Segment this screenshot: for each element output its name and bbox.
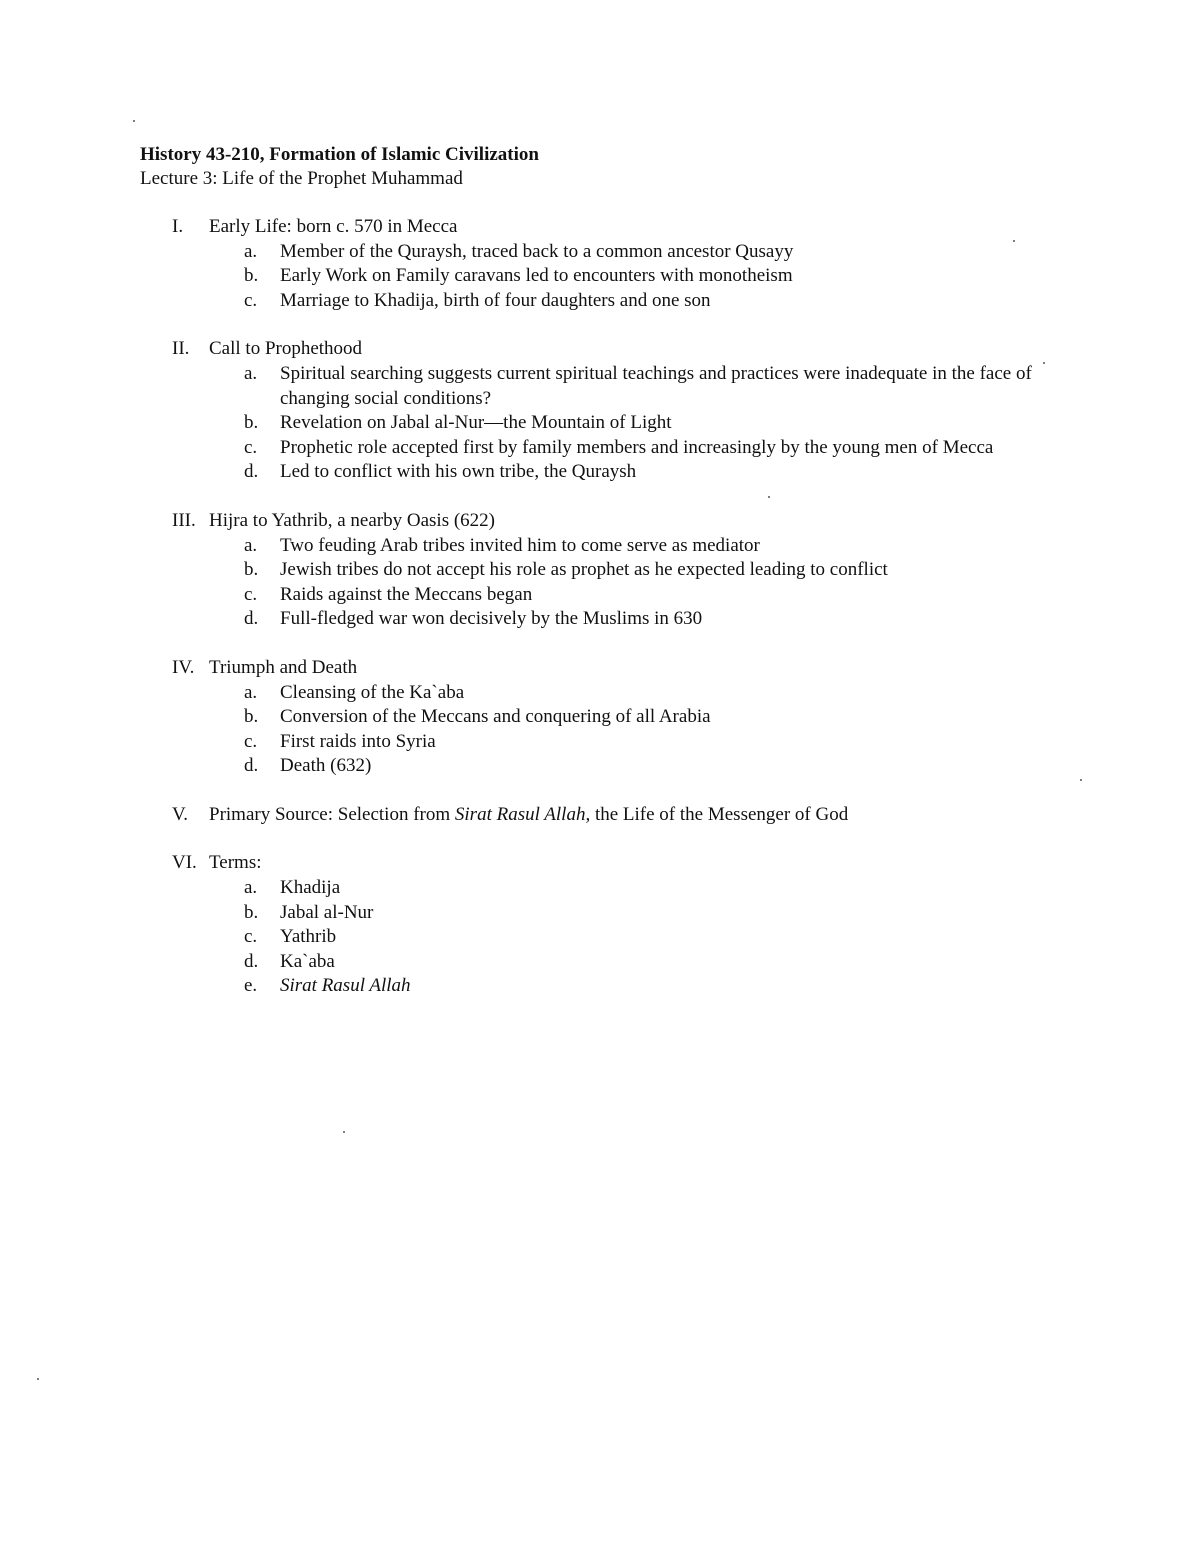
outline-section-4 <box>172 656 1072 779</box>
item-text: Prophetic role accepted first by family members and increasingly by the young men of Mecca <box>280 436 994 458</box>
list-item <box>172 240 1072 265</box>
list-item <box>172 974 1072 999</box>
list-item <box>172 950 1072 975</box>
list-item <box>172 436 1072 461</box>
lecture-title: Lecture 3: Life of the Prophet Muhammad <box>140 168 463 189</box>
scan-speck <box>343 1131 345 1133</box>
item-text: Jewish tribes do not accept his role as prophet as he expected leading to conflict <box>280 559 888 581</box>
item-letter: a. <box>244 534 258 556</box>
section-numeral: V. <box>172 803 189 825</box>
item-letter: a. <box>244 240 258 262</box>
heading-prefix: Primary Source: Selection from <box>209 803 455 825</box>
item-letter: e. <box>244 975 258 997</box>
section-items <box>172 876 1072 999</box>
item-text: Marriage to Khadija, birth of four daughters and one son <box>280 289 711 311</box>
section-heading-text <box>209 803 848 828</box>
section-items <box>172 681 1072 779</box>
section-heading <box>172 337 1072 362</box>
section-heading <box>172 851 1072 876</box>
item-text: Cleansing of the Ka`aba <box>280 681 465 703</box>
outline-section-3 <box>172 509 1072 632</box>
item-text: First raids into Syria <box>280 730 436 752</box>
source-title: Sirat Rasul Allah, <box>454 803 591 825</box>
list-item <box>172 534 1072 559</box>
section-numeral: IV. <box>172 656 195 678</box>
section-items <box>172 240 1072 314</box>
section-heading-text: Hijra to Yathrib, a nearby Oasis (622) <box>209 509 496 531</box>
outline-section-2 <box>172 337 1072 485</box>
section-numeral: I. <box>172 216 184 237</box>
item-letter: a. <box>244 877 258 899</box>
item-text: Conversion of the Meccans and conquering of all Arabia <box>280 706 711 728</box>
item-letter: c. <box>244 436 258 458</box>
list-item <box>172 607 1072 632</box>
section-heading-text: Early Life: born c. 570 in Mecca <box>209 216 458 237</box>
list-item <box>172 754 1072 779</box>
section-heading <box>172 509 1072 534</box>
item-letter: b. <box>244 559 259 581</box>
item-letter: c. <box>244 583 258 605</box>
outline-section-5 <box>172 803 1072 828</box>
list-item <box>172 681 1072 706</box>
section-numeral: VI. <box>172 852 197 874</box>
item-text: Khadija <box>280 877 341 899</box>
item-text: Death (632) <box>280 755 372 777</box>
item-text: Jabal al-Nur <box>280 901 374 923</box>
item-letter: a. <box>244 362 258 384</box>
list-item <box>172 264 1072 289</box>
section-heading <box>172 656 1072 681</box>
item-text: Full-fledged war won decisively by the Muslims in 630 <box>280 608 703 630</box>
item-text: Sirat Rasul Allah <box>280 975 411 997</box>
item-text: Led to conflict with his own tribe, the Quraysh <box>280 461 637 483</box>
section-heading-text: Terms: <box>209 852 262 874</box>
item-letter: c. <box>244 730 258 752</box>
section-heading <box>172 215 1072 240</box>
item-text: Raids against the Meccans began <box>280 583 533 605</box>
list-item <box>172 583 1072 608</box>
section-heading-text: Call to Prophethood <box>209 338 363 360</box>
scan-speck <box>133 120 135 122</box>
item-letter: b. <box>244 901 259 923</box>
item-text: Two feuding Arab tribes invited him to come serve as mediator <box>280 534 760 556</box>
item-text: Revelation on Jabal al-Nur—the Mountain of Light <box>280 412 672 434</box>
list-item <box>172 460 1072 485</box>
list-item <box>172 362 1072 411</box>
list-item <box>172 289 1072 314</box>
item-letter: b. <box>244 412 259 434</box>
list-item <box>172 730 1072 755</box>
list-item <box>172 876 1072 901</box>
course-title: History 43-210, Formation of Islamic Civilization <box>140 144 539 165</box>
heading-suffix: the Life of the Messenger of God <box>590 803 849 825</box>
item-letter: a. <box>244 681 258 703</box>
item-letter: b. <box>244 265 259 287</box>
list-item <box>172 925 1072 950</box>
item-text: Early Work on Family caravans led to encounters with monotheism <box>280 265 793 287</box>
item-letter: b. <box>244 706 259 728</box>
item-text: Spiritual searching suggests current spiritual teachings and practices were inadequate in the face of changing social conditions? <box>280 362 1032 409</box>
item-text: Member of the Quraysh, traced back to a common ancestor Qusayy <box>280 240 794 262</box>
lecture-outline <box>172 215 1072 1023</box>
section-numeral: II. <box>172 338 190 360</box>
item-letter: d. <box>244 608 259 630</box>
item-letter: d. <box>244 461 259 483</box>
scan-speck <box>1080 779 1082 781</box>
item-text: Yathrib <box>280 926 337 948</box>
list-item <box>172 411 1072 436</box>
section-items <box>172 534 1072 632</box>
document-header <box>140 143 1120 191</box>
section-heading-text: Triumph and Death <box>209 656 358 678</box>
item-letter: d. <box>244 755 259 777</box>
outline-section-1 <box>172 215 1072 313</box>
outline-section-6 <box>172 851 1072 999</box>
section-items <box>172 362 1072 485</box>
item-letter: c. <box>244 926 258 948</box>
list-item <box>172 558 1072 583</box>
section-numeral: III. <box>172 509 196 531</box>
list-item <box>172 901 1072 926</box>
item-letter: d. <box>244 950 259 972</box>
list-item <box>172 705 1072 730</box>
item-text: Ka`aba <box>280 950 335 972</box>
section-heading <box>172 803 1072 828</box>
item-letter: c. <box>244 289 258 311</box>
scan-speck <box>37 1378 39 1380</box>
